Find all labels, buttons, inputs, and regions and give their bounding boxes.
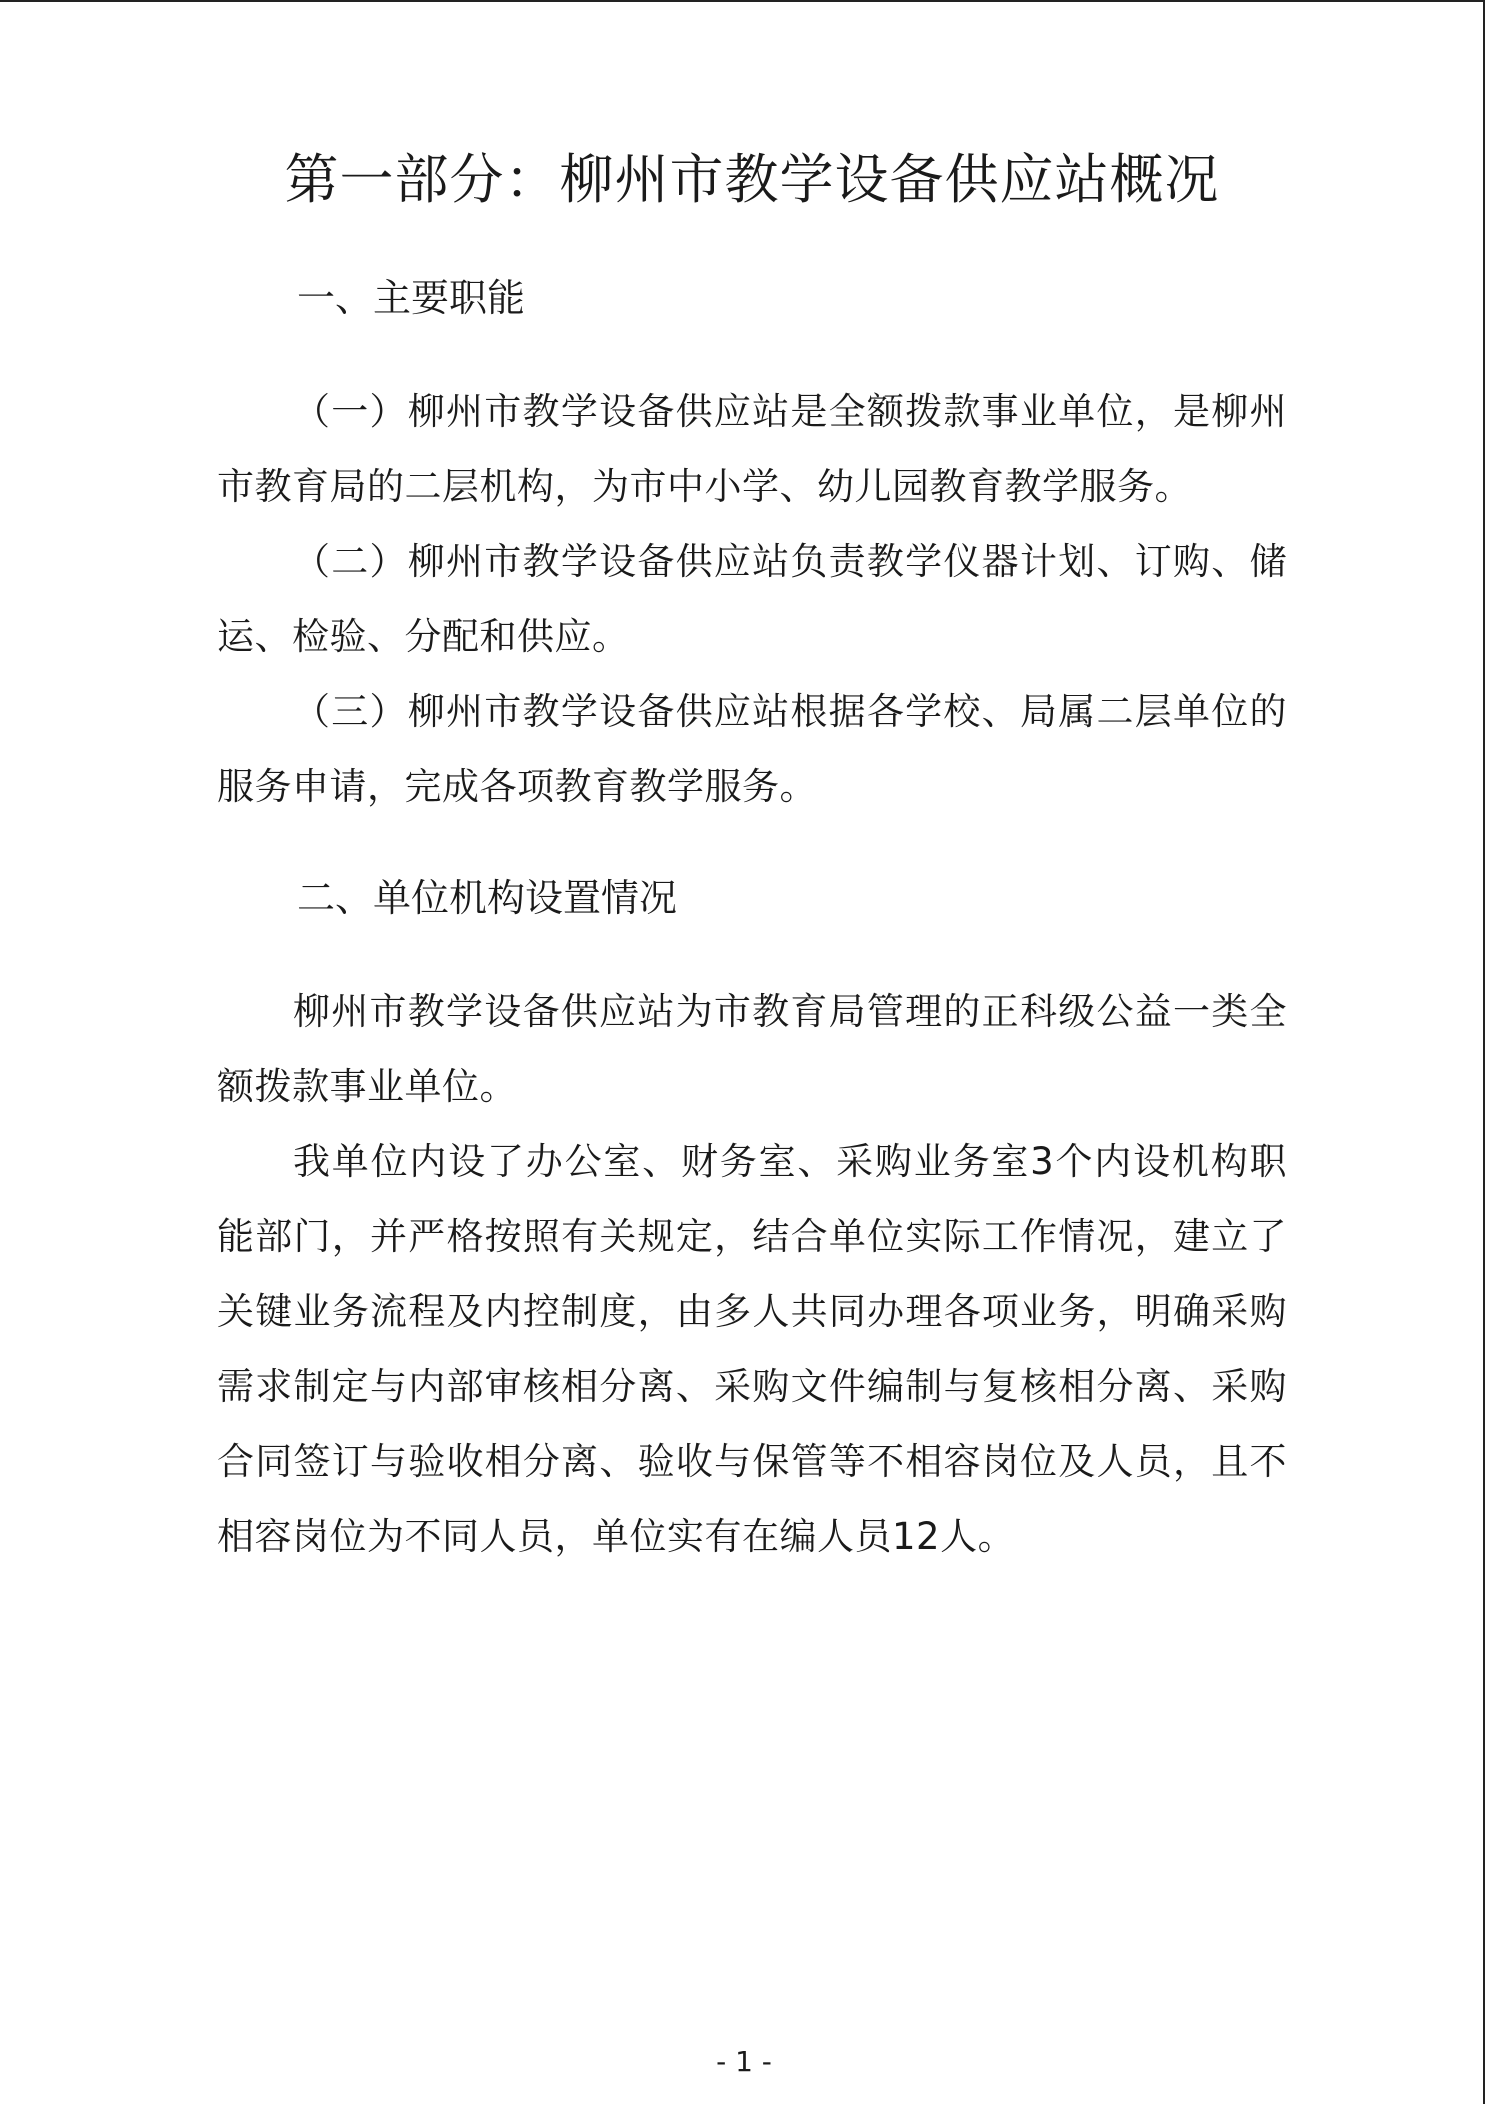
paragraph-organization-2: 我单位内设了办公室、财务室、采购业务室3个内设机构职能部门，并严格按照有关规定，结合单位实际工作情况，建立了关键业务流程及内控制度，由多人共同办理各项业务，明确采购需求制定与内部审核相分离、采购文件编制与复核相分离、采购合同签订与验收相分离、验收与保管等不相容岗位及人员，且不相容岗位为不同人员，单位实有在编人员12人。 bbox=[217, 1140, 1287, 1558]
paragraph-function-3: （三）柳州市教学设备供应站根据各学校、局属二层单位的服务申请，完成各项教育教学服务。 bbox=[217, 690, 1287, 808]
paragraph-function-1: （一）柳州市教学设备供应站是全额拨款事业单位，是柳州市教育局的二层机构，为市中小学、幼儿园教育教学服务。 bbox=[217, 390, 1287, 508]
page-number: - 1 - bbox=[716, 2045, 772, 2078]
paragraph-function-2: （二）柳州市教学设备供应站负责教学仪器计划、订购、储运、检验、分配和供应。 bbox=[217, 540, 1287, 658]
section-heading-organization: 二、单位机构设置情况 bbox=[297, 876, 678, 920]
section-heading-main-functions: 一、主要职能 bbox=[297, 276, 526, 320]
paragraph-organization-1: 柳州市教学设备供应站为市教育局管理的正科级公益一类全额拨款事业单位。 bbox=[217, 990, 1287, 1108]
page-title: 第一部分：柳州市教学设备供应站概况 bbox=[284, 148, 1220, 211]
